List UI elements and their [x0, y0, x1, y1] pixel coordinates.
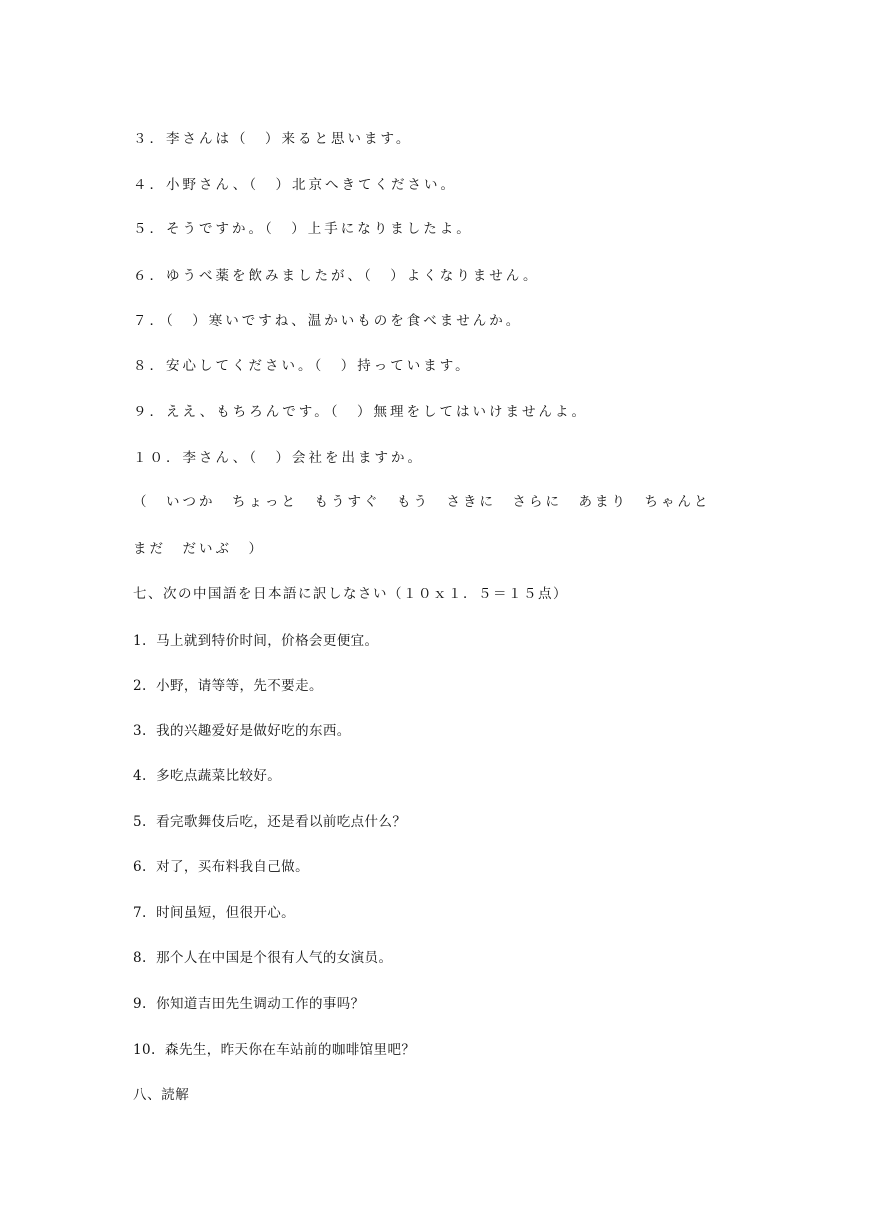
word-choices-line-1: （ いつか ちょっと もうすぐ もう さきに さらに あまり ちゃんと — [133, 494, 711, 510]
question-item-3: ３．李さんは（ ）来ると思います。 — [133, 131, 413, 147]
translation-item-8: 8. 那个人在中国是个很有人气的女演员。 — [133, 950, 393, 966]
translation-item-6: 6. 对了，买布料我自己做。 — [133, 859, 309, 875]
question-item-5: ５．そうですか。（ ）上手になりましたよ。 — [133, 221, 473, 237]
question-item-6: ６．ゆうべ薬を飲みましたが、（ ）よくなりません。 — [133, 268, 540, 284]
translation-item-9: 9. 你知道吉田先生调动工作的事吗？ — [133, 996, 365, 1012]
section-heading-translation: 七、次の中国語を日本語に訳しなさい（１０ｘ１．５＝１５点） — [133, 586, 568, 602]
question-item-8: ８．安心してください。（ ）持っています。 — [133, 358, 472, 374]
question-item-4: ４．小野さん、（ ）北京へきてください。 — [133, 177, 458, 193]
translation-item-7: 7. 时间虽短，但很开心。 — [133, 905, 296, 921]
translation-item-10: 10. 森先生，昨天你在车站前的咖啡馆里吧？ — [133, 1042, 416, 1058]
question-item-9: ９．ええ、もちろんです。（ ）無理をしてはいけませんよ。 — [133, 404, 588, 420]
translation-item-4: 4. 多吃点蔬菜比较好。 — [133, 768, 282, 784]
translation-item-5: 5. 看完歌舞伎后吃，还是看以前吃点什么？ — [133, 814, 407, 830]
question-item-10: １０．李さん、（ ）会社を出ますか。 — [133, 450, 425, 466]
section-heading-reading: 八、読解 — [133, 1087, 190, 1103]
word-choices-line-2: まだ だいぶ ） — [133, 541, 265, 557]
translation-item-3: 3. 我的兴趣爱好是做好吃的东西。 — [133, 723, 351, 739]
translation-item-2: 2. 小野，请等等，先不要走。 — [133, 678, 323, 694]
translation-item-1: 1. 马上就到特价时间，价格会更便宜。 — [133, 633, 379, 649]
question-item-7: ７．（ ）寒いですね、温かいものを食べませんか。 — [133, 313, 523, 329]
